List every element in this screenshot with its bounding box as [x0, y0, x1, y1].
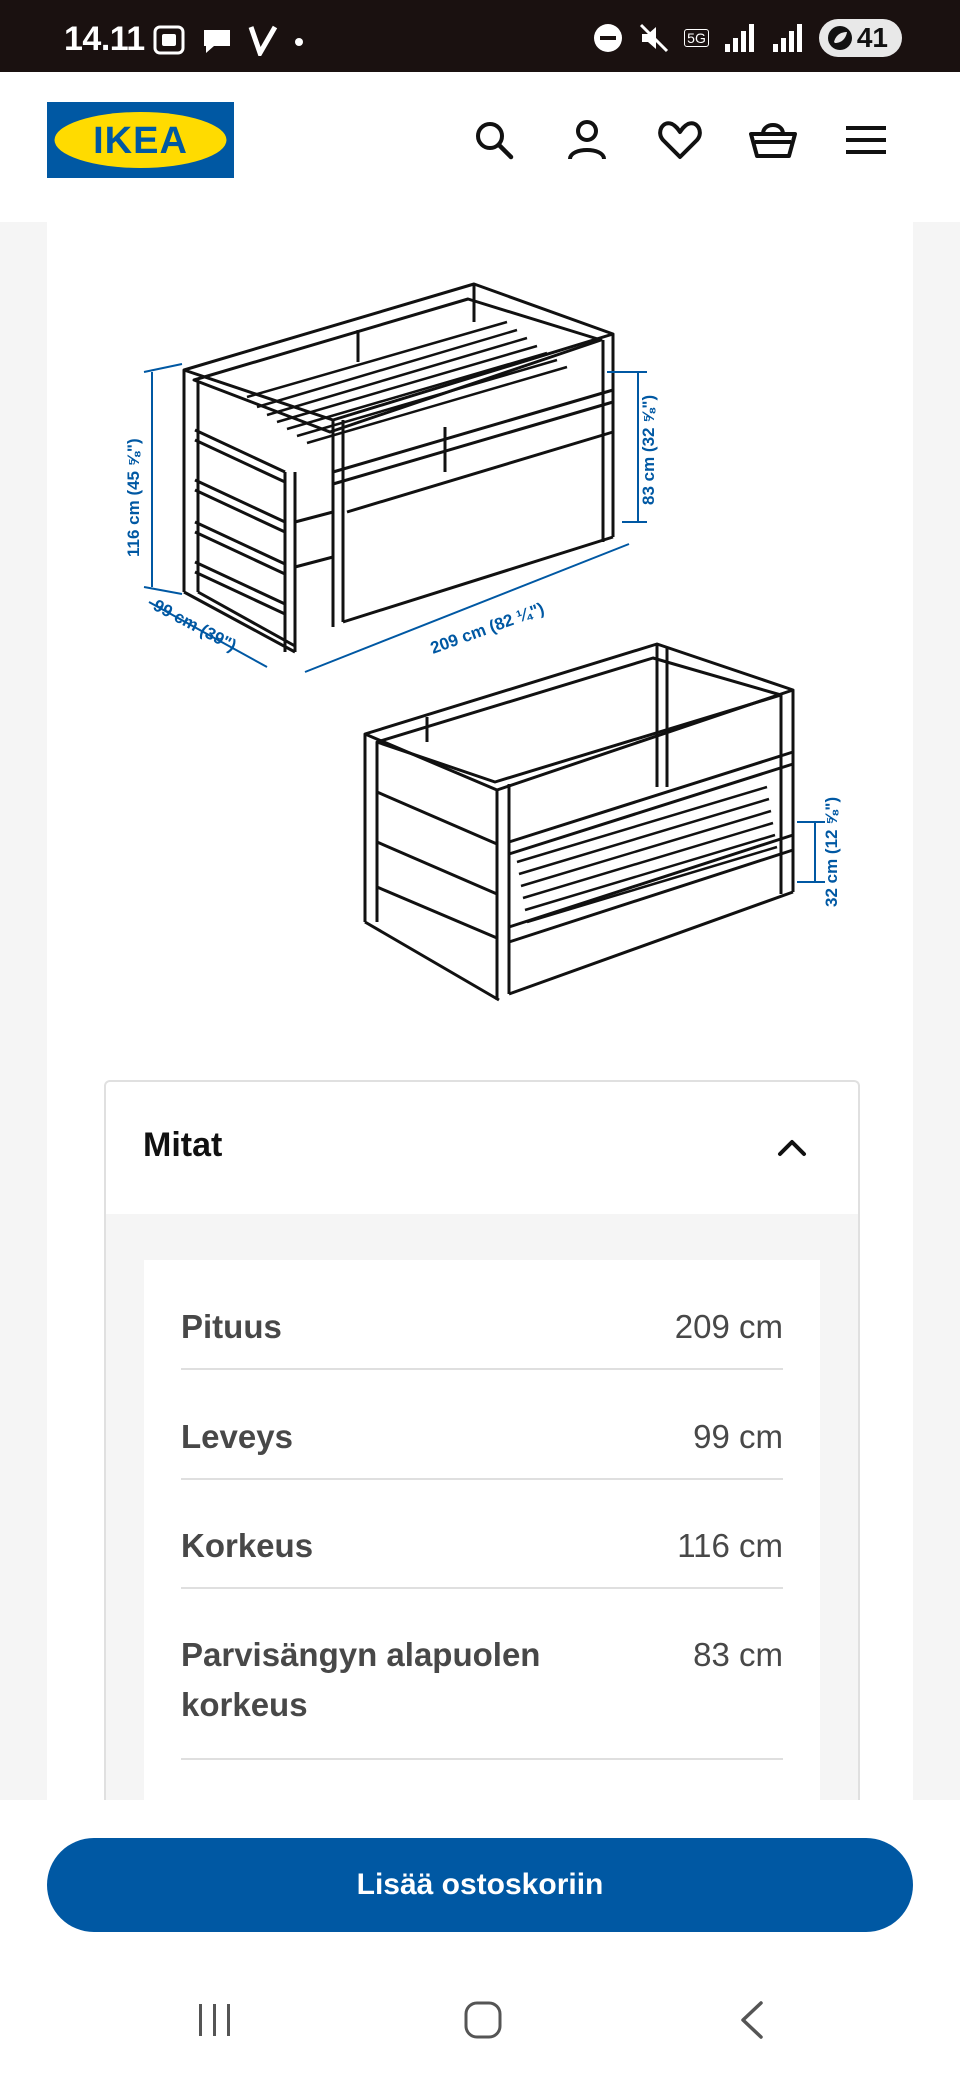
ikea-logo-text: IKEA: [93, 120, 188, 162]
dot-icon: [292, 24, 306, 56]
message-icon: [200, 24, 234, 56]
mute-icon: [638, 22, 670, 54]
status-bar: [0, 0, 960, 72]
search-button[interactable]: [466, 112, 522, 168]
status-left-icons: [152, 24, 306, 56]
recent-apps-icon: [195, 2002, 235, 2038]
status-right-icons: [592, 18, 902, 58]
label-width: 99 cm (39"): [150, 595, 240, 656]
back-button[interactable]: [722, 1990, 782, 2050]
menu-button[interactable]: [838, 112, 894, 168]
do-not-disturb-icon: [592, 22, 624, 54]
basket-icon: [749, 120, 797, 160]
bottom-action-bar: [0, 1800, 960, 2080]
network-type-badge: 5G: [684, 29, 709, 47]
dimensions-list: [144, 1260, 820, 1830]
battery-level: 41: [856, 22, 888, 53]
dimension-row: [181, 1630, 783, 1760]
dimensions-accordion-header[interactable]: [106, 1082, 858, 1214]
dimension-row: [181, 1412, 783, 1480]
low-bed-slats: [517, 787, 777, 922]
dimensions-title: Mitat: [143, 1126, 223, 1164]
add-to-cart-button[interactable]: Lisää ostoskoriin: [47, 1838, 913, 1932]
label-height: 116 cm (45 ⅝"): [124, 438, 143, 557]
bed-dimension-drawing: [47, 222, 913, 1022]
dimension-label: Leveys: [181, 1418, 293, 1455]
heart-icon: [658, 120, 702, 160]
label-underbed-height: 83 cm (32 ⅝"): [639, 394, 658, 505]
ikea-logo[interactable]: [47, 102, 234, 178]
label-bed-height: 32 cm (12 ⅝"): [822, 796, 841, 907]
dimension-row: [181, 1521, 783, 1589]
dimension-value: 99 cm: [693, 1418, 783, 1455]
shopping-basket-button[interactable]: [745, 112, 801, 168]
dimension-label: Korkeus: [181, 1527, 314, 1564]
label-length: 209 cm (82 ¼"): [427, 599, 547, 658]
dimension-value: 209 cm: [674, 1308, 783, 1345]
dimension-value: 83 cm: [693, 1636, 783, 1673]
home-icon: [463, 2000, 503, 2040]
search-icon: [474, 120, 514, 160]
dimension-value: 116 cm: [677, 1527, 783, 1564]
loft-bed-illustration: [184, 284, 613, 652]
menu-icon: [846, 124, 886, 156]
dimensions-accordion: [104, 1080, 860, 1822]
home-button[interactable]: [453, 1990, 513, 2050]
dimensions-accordion-body: [106, 1214, 858, 1824]
battery-indicator: [819, 19, 902, 57]
chevron-up-icon: [774, 1130, 810, 1166]
wishlist-button[interactable]: [652, 112, 708, 168]
loft-bed-slats: [247, 322, 567, 443]
site-header: [0, 72, 960, 222]
dimension-label: Pituus: [181, 1308, 282, 1345]
battery-saver-icon: [827, 25, 853, 51]
signal-icon-2: [771, 22, 805, 54]
low-bed-illustration: [365, 644, 793, 1000]
app-v-icon: [248, 24, 278, 56]
dimension-row: [181, 1302, 783, 1370]
screenshot-icon: [152, 24, 186, 56]
status-time: 14.11: [64, 20, 145, 58]
account-icon: [567, 119, 607, 161]
account-button[interactable]: [559, 112, 615, 168]
signal-icon: [723, 22, 757, 54]
back-icon: [737, 2000, 767, 2040]
product-dimensions-section: [47, 222, 913, 1802]
recent-apps-button[interactable]: [185, 1990, 245, 2050]
dimension-label: Parvisängyn alapuolen korkeus: [181, 1636, 541, 1723]
